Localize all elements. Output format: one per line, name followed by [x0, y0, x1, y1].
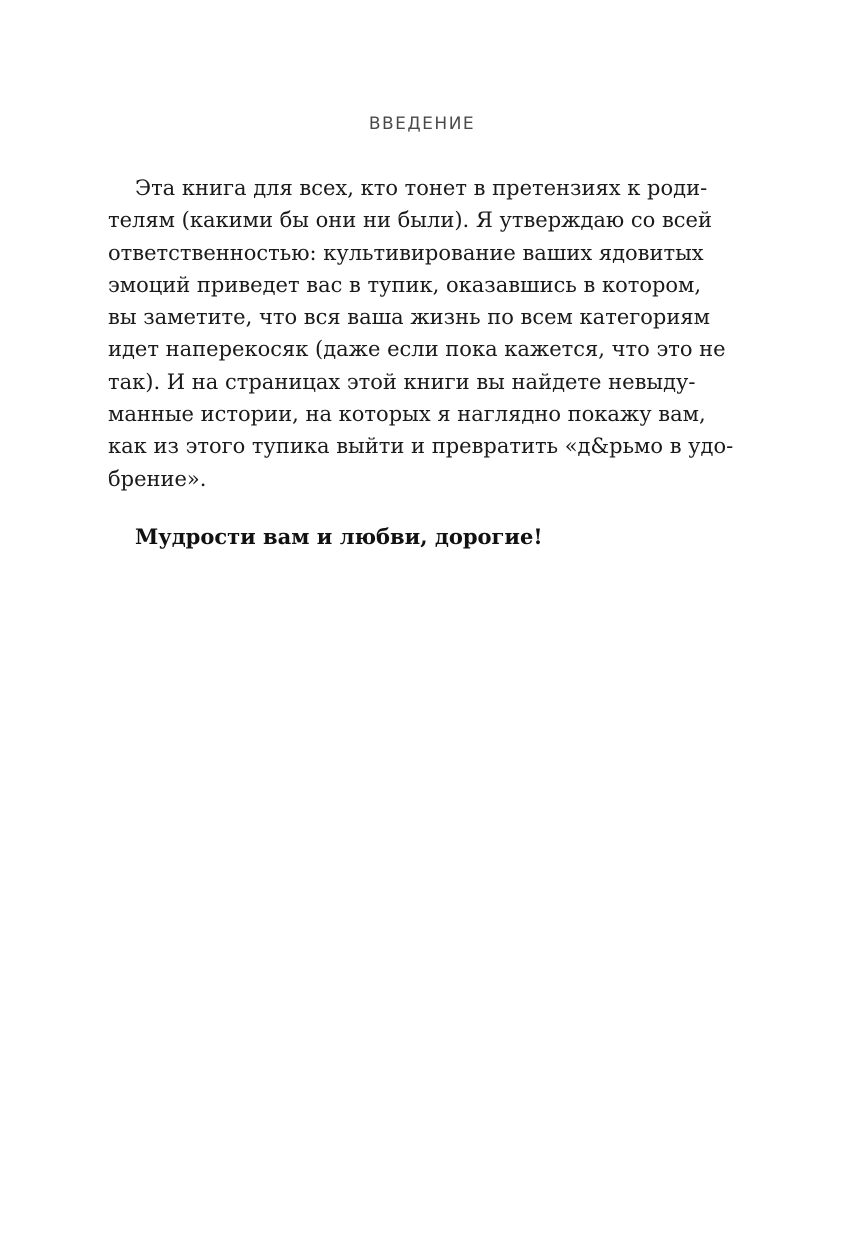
paragraph-line: Эта книга для всех, кто тонет в претензиях к роди-	[135, 176, 708, 200]
paragraph-line: как из этого тупика выйти и превратить «д&рьмо в удо-	[108, 434, 734, 459]
paragraph-line: ответственностью: культивирование ваших ядовитых	[108, 240, 704, 265]
paragraph-line: так). И на страницах этой книги вы найдете невыду-	[108, 369, 696, 394]
paragraph-line: телям (какими бы они ни были). Я утверждаю со всей	[108, 208, 712, 233]
closing-line: Мудрости вам и любви, дорогие!	[135, 524, 543, 549]
paragraph-line: манные истории, на которых я наглядно покажу вам,	[108, 402, 706, 427]
paragraph-line: вы заметите, что вся ваша жизнь по всем категориям	[108, 305, 710, 330]
paragraph-line: эмоций приведет вас в тупик, оказавшись в котором,	[108, 272, 702, 297]
paragraph-line: брение».	[108, 466, 207, 491]
running-header: ВВЕДЕНИЕ	[368, 114, 476, 134]
paragraph-line: идет наперекосяк (даже если пока кажется, что это не	[108, 337, 726, 362]
intro-paragraph	[108, 172, 734, 495]
